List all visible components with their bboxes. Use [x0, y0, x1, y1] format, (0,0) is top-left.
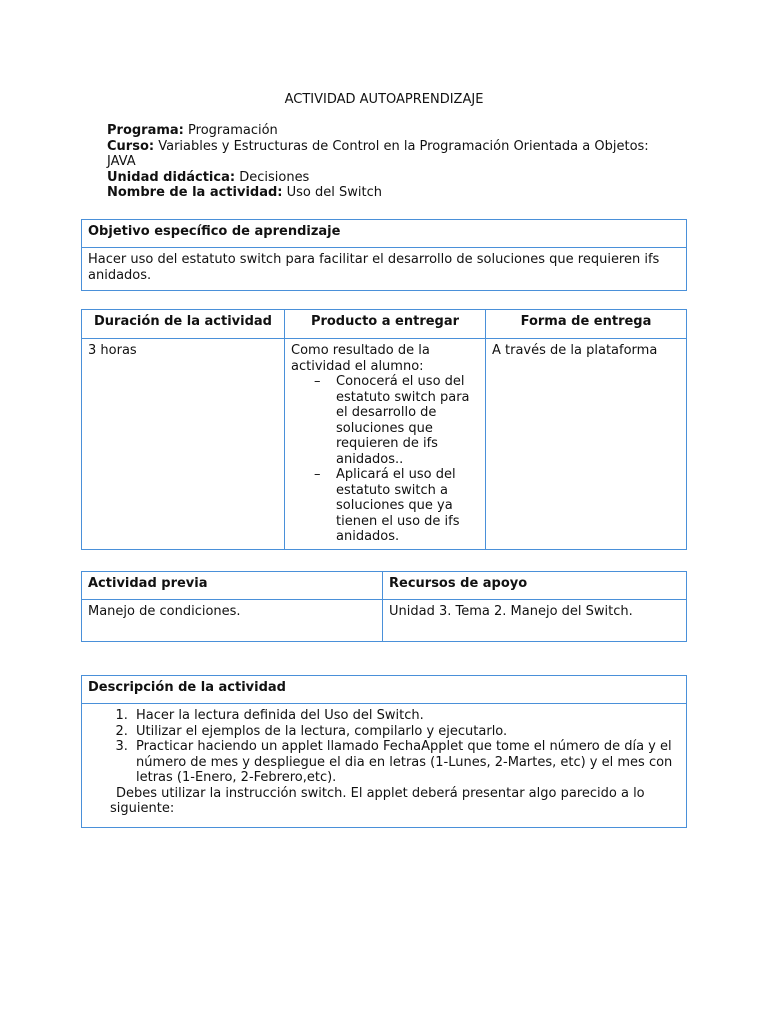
objetivo-table [81, 219, 687, 291]
recursos-cell: Unidad 3. Tema 2. Manejo del Switch. [383, 600, 687, 642]
nombre-value: Uso del Switch [286, 185, 382, 200]
list-item: 3. Practicar haciendo un applet llamado FechaApplet que tome el número de día y el número de mes y despliegue el dia en letras (1-Lunes, 2-Martes, etc) y el mes con letras (1-Enero, 2-Febrero,etc). [132, 739, 680, 786]
objetivo-text: Hacer uso del estatuto switch para facilitar el desarrollo de soluciones que requieren ifs anidados. [82, 248, 687, 291]
unidad-value: Decisiones [239, 169, 310, 185]
descripcion-table [81, 675, 687, 828]
list-item: 1. Hacer la lectura definida del Uso del Switch. [132, 708, 680, 724]
forma-cell: A través de la plataforma [486, 339, 687, 550]
previa-cell: Manejo de condiciones. [82, 600, 383, 642]
recursos-header: Recursos de apoyo [383, 572, 687, 600]
descripcion-body [82, 704, 687, 828]
activity-metadata [107, 123, 667, 201]
list-item: – Conocerá el uso del estatuto switch para el desarrollo de soluciones que requieren de ifs anidados.. [336, 374, 479, 467]
curso-line [107, 139, 667, 170]
producto-list [291, 374, 479, 545]
objetivo-header: Objetivo específico de aprendizaje [82, 220, 687, 248]
previa-table [81, 571, 687, 642]
programa-line [107, 123, 667, 139]
forma-header: Forma de entrega [486, 310, 687, 339]
duracion-header: Duración de la actividad [82, 310, 285, 339]
curso-label: Curso: [107, 138, 155, 154]
document-title: ACTIVIDAD AUTOAPRENDIZAJE [284, 92, 484, 107]
curso-value: Variables y Estructuras de Control en la Programación Orientada a Objetos: JAVA [107, 138, 649, 169]
nombre-label: Nombre de la actividad: [107, 185, 283, 200]
unidad-line [107, 170, 667, 186]
producto-intro: Como resultado de la actividad el alumno: [291, 343, 430, 374]
previa-header: Actividad previa [82, 572, 383, 600]
duracion-cell: 3 horas [82, 339, 285, 550]
descripcion-tail: Debes utilizar la instrucción switch. El applet deberá presentar algo parecido a lo siguiente: [110, 785, 645, 816]
nombre-line [107, 185, 667, 201]
programa-label: Programa: [107, 123, 184, 138]
list-item: – Aplicará el uso del estatuto switch a soluciones que ya tienen el uso de ifs anidados. [336, 467, 479, 545]
duracion-table [81, 309, 687, 550]
descripcion-steps [88, 708, 680, 786]
producto-cell [285, 339, 486, 550]
descripcion-header: Descripción de la actividad [82, 676, 687, 704]
programa-value: Programación [188, 123, 278, 138]
unidad-label: Unidad didáctica: [107, 169, 236, 185]
producto-header: Producto a entregar [285, 310, 486, 339]
list-item: 2. Utilizar el ejemplos de la lectura, compilarlo y ejecutarlo. [132, 724, 680, 740]
